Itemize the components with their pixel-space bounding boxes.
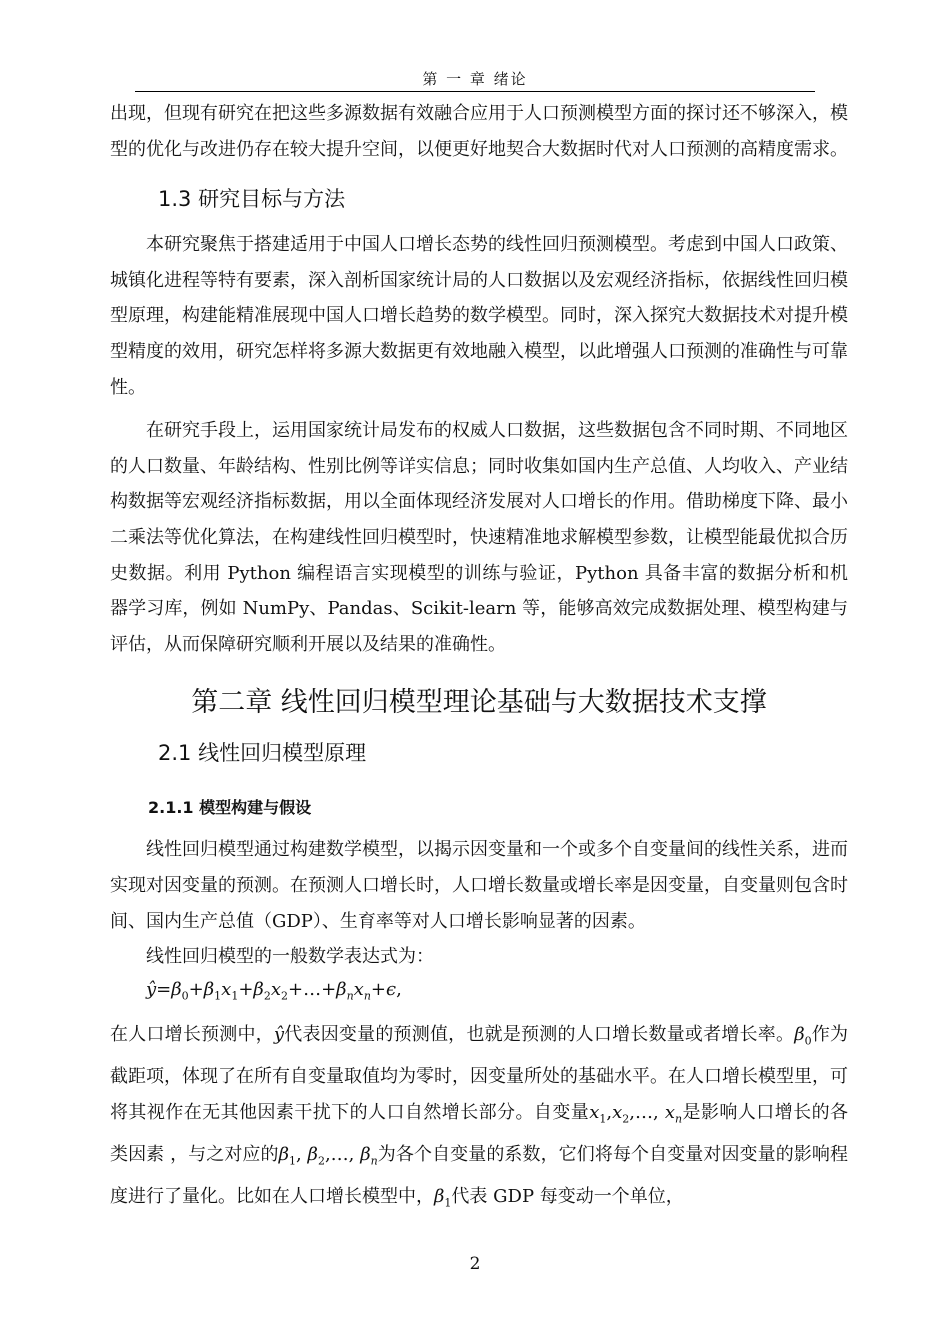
running-header: 第 一 章 绪论 xyxy=(422,70,528,88)
explanation-text-1: 在人口增长预测中， xyxy=(110,1024,274,1046)
chapter-2-heading: 第二章 线性回归模型理论基础与大数据技术支撑 xyxy=(191,687,767,719)
regression-equation: $ŷ=\beta_0+\beta_1x_1+\beta_2x_2+\dots+\beta_nx_n+\epsilon$, xyxy=(146,978,402,1003)
explanation-text-4: 是影响人口增长的各类因素 ，与之对应的 xyxy=(110,1102,849,1166)
explanation-text-2: 代表因变量的预测值，也就是预测的人口增长数量或者增长率。 xyxy=(284,1024,795,1046)
page-number: 2 xyxy=(469,1254,481,1274)
model-explanation-paragraph: 在人口增长预测中，ŷ代表因变量的预测值，也就是预测的人口增长数量或者增长率。$\beta_0$作为截距项，体现了在所有自变量取值均为零时，因变量所处的基础水平。在人口增长模型里，可将其视作在无其他因素干扰下的人口自然增长部分。自变量$x_1,x_2,\dots$, $x_n$是影响人口增长的各类因素 ，与之对应的$\beta_1$, $\beta_2,\dots$, $\beta_n$为各个自变量的系数，它们将每个自变量对因变量的影响程度进行了量化。比如在人口增长模型中，$\beta_1$代表 GDP 每变动一个单位， xyxy=(110,1024,849,1211)
section-1-3-heading: 1.3 研究目标与方法 xyxy=(158,187,346,212)
subsection-paragraph-2: 线性回归模型的一般数学表达式为： xyxy=(146,946,434,968)
section-2-1-heading: 2.1 线性回归模型原理 xyxy=(158,741,367,766)
page-content xyxy=(110,96,848,1222)
section-1-3-paragraph-1: 本研究聚焦于搭建适用于中国人口增长态势的线性回归预测模型。考虑到中国人口政策、城镇化进程等特有要素，深入剖析国家统计局的人口数据以及宏观经济指标，依据线性回归模型原理，构建能精准展现中国人口增长趋势的数学模型。同时，深入探究大数据技术对提升模型精度的效用，研究怎样将多源大数据更有效地融入模型，以此增强人口预测的准确性与可靠性。 xyxy=(110,234,848,398)
subsection-2-1-1-heading: 2.1.1 模型构建与假设 xyxy=(148,798,312,818)
header-rule xyxy=(135,91,815,92)
explanation-text-5: 为各个自变量的系数，它们将每个自变量对因变量的影响程度进行了量化。比如在人口增长模型中， xyxy=(110,1144,848,1208)
explanation-text-6: 代表 GDP 每变动一个单位， xyxy=(451,1186,684,1208)
intro-paragraph: 出现，但现有研究在把这些多源数据有效融合应用于人口预测模型方面的探讨还不够深入，模型的优化与改进仍存在较大提升空间，以便更好地契合大数据时代对人口预测的高精度需求。 xyxy=(110,103,848,160)
explanation-text-3: 作为截距项，体现了在所有自变量取值均为零时，因变量所处的基础水平。在人口增长模型里，可将其视作在无其他因素干扰下的人口自然增长部分。自变量 xyxy=(110,1024,849,1124)
subsection-paragraph-1: 线性回归模型通过构建数学模型，以揭示因变量和一个或多个自变量间的线性关系，进而实现对因变量的预测。在预测人口增长时，人口增长数量或增长率是因变量，自变量则包含时间、国内生产总值（GDP）、生育率等对人口增长影响显著的因素。 xyxy=(110,839,848,932)
section-1-3-paragraph-2: 在研究手段上，运用国家统计局发布的权威人口数据，这些数据包含不同时期、不同地区的人口数量、年龄结构、性别比例等详实信息；同时收集如国内生产总值、人均收入、产业结构数据等宏观经济指标数据，用以全面体现经济发展对人口增长的作用。借助梯度下降、最小二乘法等优化算法，在构建线性回归模型时，快速精准地求解模型参数，让模型能最优拟合历史数据。利用 Python 编程语言实现模型的训练与验证，Python 具备丰富的数据分析和机器学习库，例如 NumPy、Pandas、Scikit-learn 等，能够高效完成数据处理、模型构建与评估，从而保障研究顺利开展以及结果的准确性。 xyxy=(110,420,848,655)
